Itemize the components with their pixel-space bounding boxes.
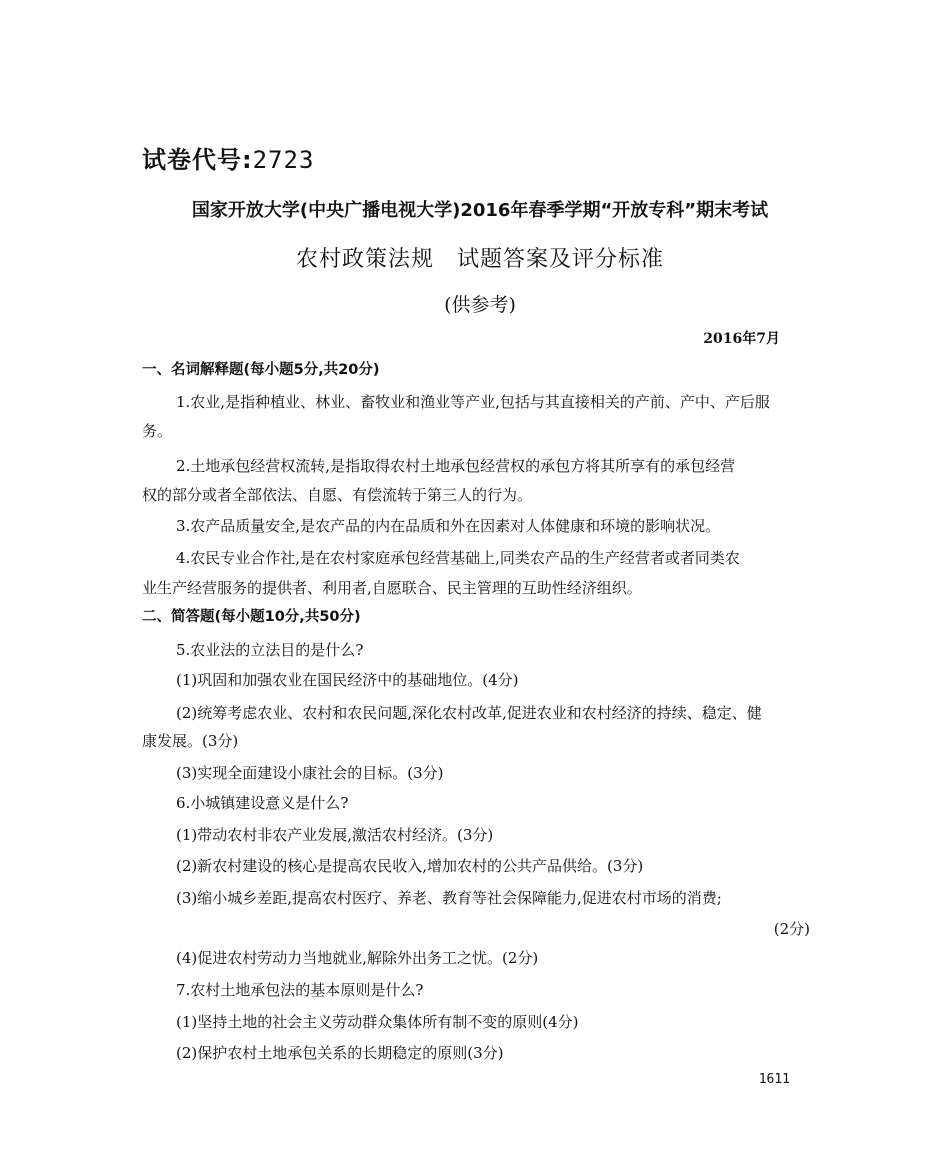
answer-score: (2分) xyxy=(773,920,810,938)
answer-line: (1)带动农村非农产业发展,激活农村经济。(3分) xyxy=(176,826,494,844)
section-heading-definitions: 一、名词解释题(每小题5分,共20分) xyxy=(142,362,380,378)
document-title: 农村政策法规 试题答案及评分标准 xyxy=(295,247,664,272)
answer-line: 务。 xyxy=(142,422,173,440)
exam-code-value: 2723 xyxy=(252,146,315,174)
answer-line: 业生产经营服务的提供者、利用者,自愿联合、民主管理的互助性经济组织。 xyxy=(142,579,642,597)
reference-note: (供参考) xyxy=(444,294,516,316)
question-5: 5.农业法的立法目的是什么? xyxy=(176,641,364,659)
exam-heading: 国家开放大学(中央广播电视大学)2016年春季学期“开放专科”期末考试 xyxy=(191,200,769,221)
page-number: 1611 xyxy=(758,1072,790,1087)
exam-code-label: 试卷代号: xyxy=(142,146,253,174)
answer-line: (2)保护农村土地承包关系的长期稳定的原则(3分) xyxy=(176,1044,504,1062)
question-7: 7.农村土地承包法的基本原则是什么? xyxy=(176,981,424,999)
answer-line: 4.农民专业合作社,是在农村家庭承包经营基础上,同类农产品的生产经营者或者同类农 xyxy=(176,549,740,567)
answer-line: 1.农业,是指种植业、林业、畜牧业和渔业等产业,包括与其直接相关的产前、产中、产后服 xyxy=(176,393,770,411)
answer-line: (3)缩小城乡差距,提高农村医疗、养老、教育等社会保障能力,促进农村市场的消费; xyxy=(176,889,722,907)
question-6: 6.小城镇建设意义是什么? xyxy=(176,794,349,812)
exam-date: 2016年7月 xyxy=(703,331,780,347)
answer-line: (4)促进农村劳动力当地就业,解除外出务工之忧。(2分) xyxy=(176,949,539,967)
answer-line: (2)统筹考虑农业、农村和农民问题,深化农村改革,促进农业和农村经济的持续、稳定、健 xyxy=(176,704,762,722)
answer-line: 权的部分或者全部依法、自愿、有偿流转于第三人的行为。 xyxy=(142,486,533,504)
answer-line: (1)巩固和加强农业在国民经济中的基础地位。(4分) xyxy=(176,671,519,689)
answer-line: 康发展。(3分) xyxy=(142,732,239,750)
answer-line: (3)实现全面建设小康社会的目标。(3分) xyxy=(176,764,444,782)
section-heading-short-answer: 二、简答题(每小题10分,共50分) xyxy=(142,609,361,625)
answer-line: 2.土地承包经营权流转,是指取得农村土地承包经营权的承包方将其所享有的承包经营 xyxy=(176,457,736,475)
answer-line: (2)新农村建设的核心是提高农民收入,增加农村的公共产品供给。(3分) xyxy=(176,857,644,875)
answer-line: (1)坚持土地的社会主义劳动群众集体所有制不变的原则(4分) xyxy=(176,1013,579,1031)
exam-code xyxy=(142,140,314,175)
answer-line: 3.农产品质量安全,是农产品的内在品质和外在因素对人体健康和环境的影响状况。 xyxy=(176,517,721,535)
